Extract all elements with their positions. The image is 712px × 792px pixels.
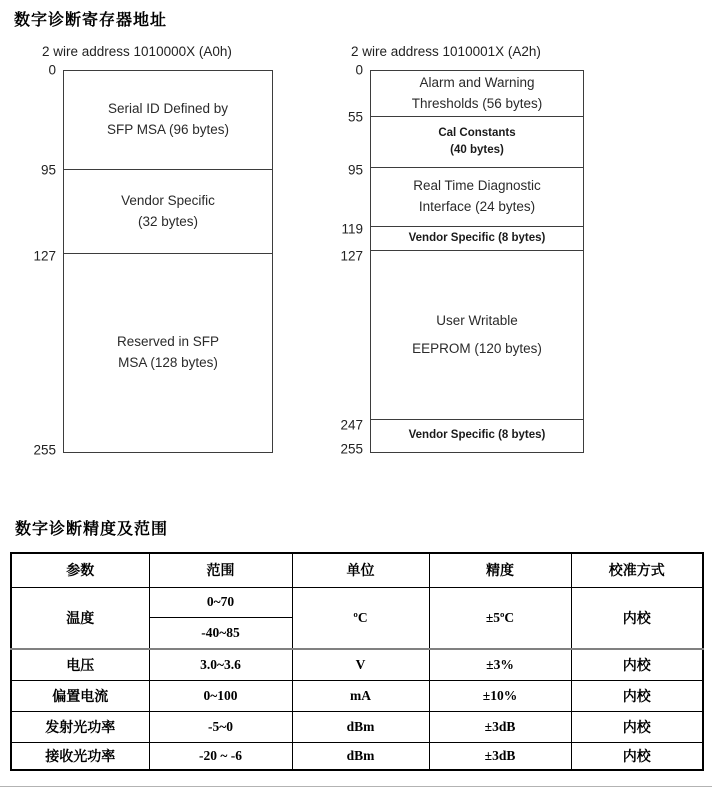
address-label: 95 (40, 162, 56, 178)
cell-unit: mA (292, 680, 429, 711)
cell-calibration: 内校 (571, 649, 703, 680)
cell-calibration: 内校 (571, 742, 703, 770)
table-row-bias-current (11, 680, 703, 711)
cell-range-upper: 0~70 (149, 587, 292, 617)
memory-segment-vendor-specific-8-upper: Vendor Specific (8 bytes) (371, 226, 583, 250)
cell-calibration: 内校 (571, 587, 703, 649)
memory-segment-reserved: Reserved in SFP MSA (128 bytes) (64, 253, 272, 452)
col-header-unit: 单位 (292, 553, 429, 587)
memory-segment-cal-constants: Cal Constants (40 bytes) (371, 116, 583, 167)
cell-unit: dBm (292, 742, 429, 770)
cell-range: -20 ~ -6 (149, 742, 292, 770)
cell-param: 温度 (11, 587, 149, 649)
col-header-calibration: 校准方式 (571, 553, 703, 587)
cell-range: 3.0~3.6 (149, 649, 292, 680)
table-row-temperature (11, 587, 703, 617)
table-header-row (11, 553, 703, 587)
address-label: 255 (340, 441, 363, 457)
memory-segment-user-writable-eeprom: User Writable EEPROM (120 bytes) (371, 250, 583, 419)
cell-calibration: 内校 (571, 711, 703, 742)
table-row-rx-power (11, 742, 703, 770)
cell-accuracy: ±3dB (429, 742, 571, 770)
memory-segment-vendor-specific-32: Vendor Specific (32 bytes) (64, 169, 272, 253)
address-label: 55 (347, 109, 363, 125)
diagnostic-accuracy-table (10, 552, 704, 771)
table-row-tx-power (11, 711, 703, 742)
cell-unit: V (292, 649, 429, 680)
address-label: 127 (33, 248, 56, 264)
table-row-voltage (11, 649, 703, 680)
cell-param: 接收光功率 (11, 742, 149, 770)
cell-calibration: 内校 (571, 680, 703, 711)
memory-segment-alarm-warning: Alarm and Warning Thresholds (56 bytes) (411, 74, 543, 111)
address-label: 95 (347, 162, 363, 178)
a0h-map-header: 2 wire address 1010000X (A0h) (42, 44, 232, 59)
a0h-memory-map (63, 70, 273, 453)
col-header-range: 范围 (149, 553, 292, 587)
cell-range-lower: -40~85 (149, 617, 292, 649)
cell-range: -5~0 (149, 711, 292, 742)
address-label: 119 (341, 221, 363, 237)
cell-param: 偏置电流 (11, 680, 149, 711)
memory-segment-serial-id: Serial ID Defined by SFP MSA (96 bytes) (106, 101, 230, 137)
address-label: 127 (340, 248, 363, 264)
address-label: 0 (48, 62, 56, 78)
col-header-parameter: 参数 (11, 553, 149, 587)
page-bottom-rule (0, 786, 712, 787)
page-title-register-map: 数字诊断寄存器地址 (14, 12, 168, 29)
address-label: 247 (340, 417, 363, 433)
cell-accuracy: ±3dB (429, 711, 571, 742)
col-header-accuracy: 精度 (429, 553, 571, 587)
cell-range: 0~100 (149, 680, 292, 711)
address-label: 0 (355, 62, 363, 78)
cell-accuracy: ±5ºC (429, 587, 571, 649)
a2h-map-header: 2 wire address 1010001X (A2h) (351, 44, 541, 59)
address-label: 255 (33, 442, 56, 458)
memory-segment-vendor-specific-8-lower: Vendor Specific (8 bytes) (371, 419, 583, 452)
cell-accuracy: ±3% (429, 649, 571, 680)
cell-param: 发射光功率 (11, 711, 149, 742)
cell-unit: dBm (292, 711, 429, 742)
memory-segment-rtd-interface: Real Time Diagnostic Interface (24 bytes) (371, 167, 583, 226)
cell-accuracy: ±10% (429, 680, 571, 711)
cell-param: 电压 (11, 649, 149, 680)
cell-unit: ºC (292, 587, 429, 649)
page-title-accuracy-range: 数字诊断精度及范围 (15, 521, 169, 538)
a2h-memory-map (370, 70, 584, 453)
